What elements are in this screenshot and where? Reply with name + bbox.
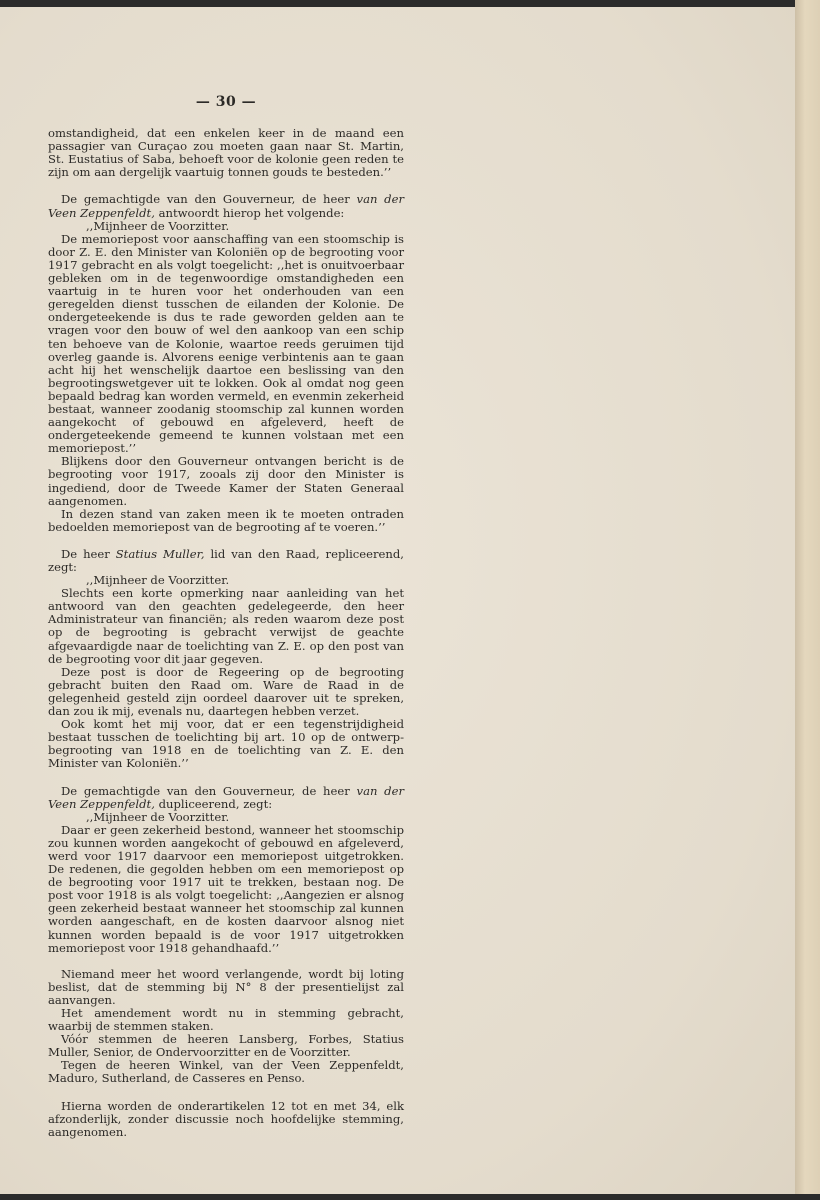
speech-2-paragraph-3: Ook komt het mij voor, dat er een tegenstrijdigheid bestaat tusschen de toelichting bij art. 10 op de ontwerp-begrooting van 1918 en de toelichting van Z. E. den Minister van Koloniën.’’ bbox=[48, 717, 404, 771]
salutation-3: ,,Mijnheer de Voorzitter. bbox=[86, 809, 230, 824]
speech-1-paragraph-3: In dezen stand van zaken meen ik te moeten ontraden bedoelden memoriepost van de begrooting af te voeren.’’ bbox=[48, 506, 404, 534]
speaker-name-1: van der Veen Zeppenfeldt, bbox=[48, 192, 404, 220]
speech-2-paragraph-2: Deze post is door de Regeering op de begrooting gebracht buiten den Raad om. Ware de Raad in de gelegenheid gesteld zijn oordeel daarover uit te spreken, dan zou ik mij, evenals nu, daartegen hebben verzet. bbox=[48, 664, 404, 719]
page-number: — 30 — bbox=[195, 94, 257, 110]
scan-border-bottom bbox=[0, 1194, 820, 1200]
speech-1-paragraph-1: De memoriepost voor aanschaffing van een stoomschip is door Z. E. den Minister van Koloniën op de begrooting voor 1917 gebracht en als volgt toegelicht: ,,het is onuitvoerbaar gebleken om in de tegenwoordige omstandigheden een vaartuig in te huren voor het onderhouden van een geregelden dienst tusschen de eilanden der Kolonie. De ondergeteekende is dus te rade geworden gelden aan te vragen voor den bouw of wel den aankoop van een schip ten behoeve van de Kolonie, waartoe reeds geruimen tijd overleg gaande is. Alvorens eenige verbintenis aan te gaan acht hij het wenschelijk daartoe een beslissing van den begrootingswetgever uit te lokken. Ook al omdat nog geen bepaald bedrag kan worden vermeld, en evenmin zekerheid bestaat, wanneer zoodanig stoomschip zal kunnen worden aangekocht of gebouwd en afgeleverd, heeft de ondergeteekende gemeend te kunnen volstaan met een memoriepost.’’ bbox=[48, 231, 404, 456]
scan-border-top bbox=[0, 0, 820, 7]
speech-1-paragraph-2: Blijkens door den Gouverneur ontvangen bericht is de begrooting voor 1917, zooals zij door den Minister is ingediend, door de Tweede Kamer der Staten Generaal aangenomen. bbox=[48, 454, 404, 508]
speaker-name-2: Statius Muller, bbox=[115, 546, 205, 561]
speaker-intro-3: De gemachtigde van den Gouverneur, de heer van der Veen Zeppenfeldt, dupliceerend, zegt: bbox=[48, 783, 404, 811]
salutation-2: ,,Mijnheer de Voorzitter. bbox=[86, 573, 230, 588]
vote-paragraph-4: Tegen de heeren Winkel, van der Veen Zeppenfeldt, Maduro, Sutherland, de Casseres en Penso. bbox=[48, 1058, 404, 1086]
closing-paragraph: Hierna worden de onderartikelen 12 tot en met 34, elk afzonderlijk, zonder discussie noch hoofdelijke stemming, aangenomen. bbox=[48, 1098, 404, 1139]
speech-3-paragraph-1: Daar er geen zekerheid bestond, wanneer het stoomschip zou kunnen worden aangekocht of gebouwd en afgeleverd, werd voor 1917 daarvoor een memoriepost uitgetrokken. De redenen, die gegolden hebben om een memoriepost op de begrooting voor 1917 uit te trekken, bestaan nog. De post voor 1918 is als volgt toegelicht: ,,Aangezien er alsnog geen zekerheid bestaat wanneer het stoomschip zal kunnen worden aangeschaft, en de kosten daarvoor alsnog niet kunnen worden bepaald is de voor 1917 uitgetrokken memoriepost voor 1918 gehandhaafd.’’ bbox=[48, 822, 404, 955]
salutation-1: ,,Mijnheer de Voorzitter. bbox=[86, 218, 230, 233]
vote-paragraph-1: Niemand meer het woord verlangende, wordt bij loting beslist, dat de stemming bij N° 8 der presentielijst zal aanvangen. bbox=[48, 966, 404, 1007]
speaker-name-3: van der Veen Zeppenfeldt, bbox=[48, 783, 404, 811]
vote-paragraph-2: Het amendement wordt nu in stemming gebracht, waarbij de stemmen staken. bbox=[48, 1006, 404, 1034]
document-text bbox=[48, 96, 404, 1139]
speaker-intro-2: De heer Statius Muller, lid van den Raad, repliceerend, zegt: bbox=[48, 546, 404, 574]
speaker-intro-1: De gemachtigde van den Gouverneur, de heer van der Veen Zeppenfeldt, antwoordt hierop het volgende: bbox=[48, 192, 404, 220]
paragraph-continuation: omstandigheid, dat een enkelen keer in de maand een passagier van Curaçao zou moeten gaan naar St. Martin, St. Eustatius of Saba, behoeft voor de kolonie geen reden te zijn om aan dergelijk vaartuig tonnen gouds te besteden.’’ bbox=[48, 126, 404, 180]
next-page-edge bbox=[795, 0, 820, 1200]
vote-paragraph-3: Vóór stemmen de heeren Lansberg, Forbes, Statius Muller, Senior, de Ondervoorzitter en de Voorzitter. bbox=[48, 1032, 404, 1060]
speech-2-paragraph-1: Slechts een korte opmerking naar aanleiding van het antwoord van den geachten gedelegeerde, den heer Administrateur van financiën; als reden waarom deze post op de begrooting is gebracht verwijst de geachte afgevaardigde naar de toelichting van Z. E. op den post van de begrooting voor dit jaar gegeven. bbox=[48, 586, 404, 666]
